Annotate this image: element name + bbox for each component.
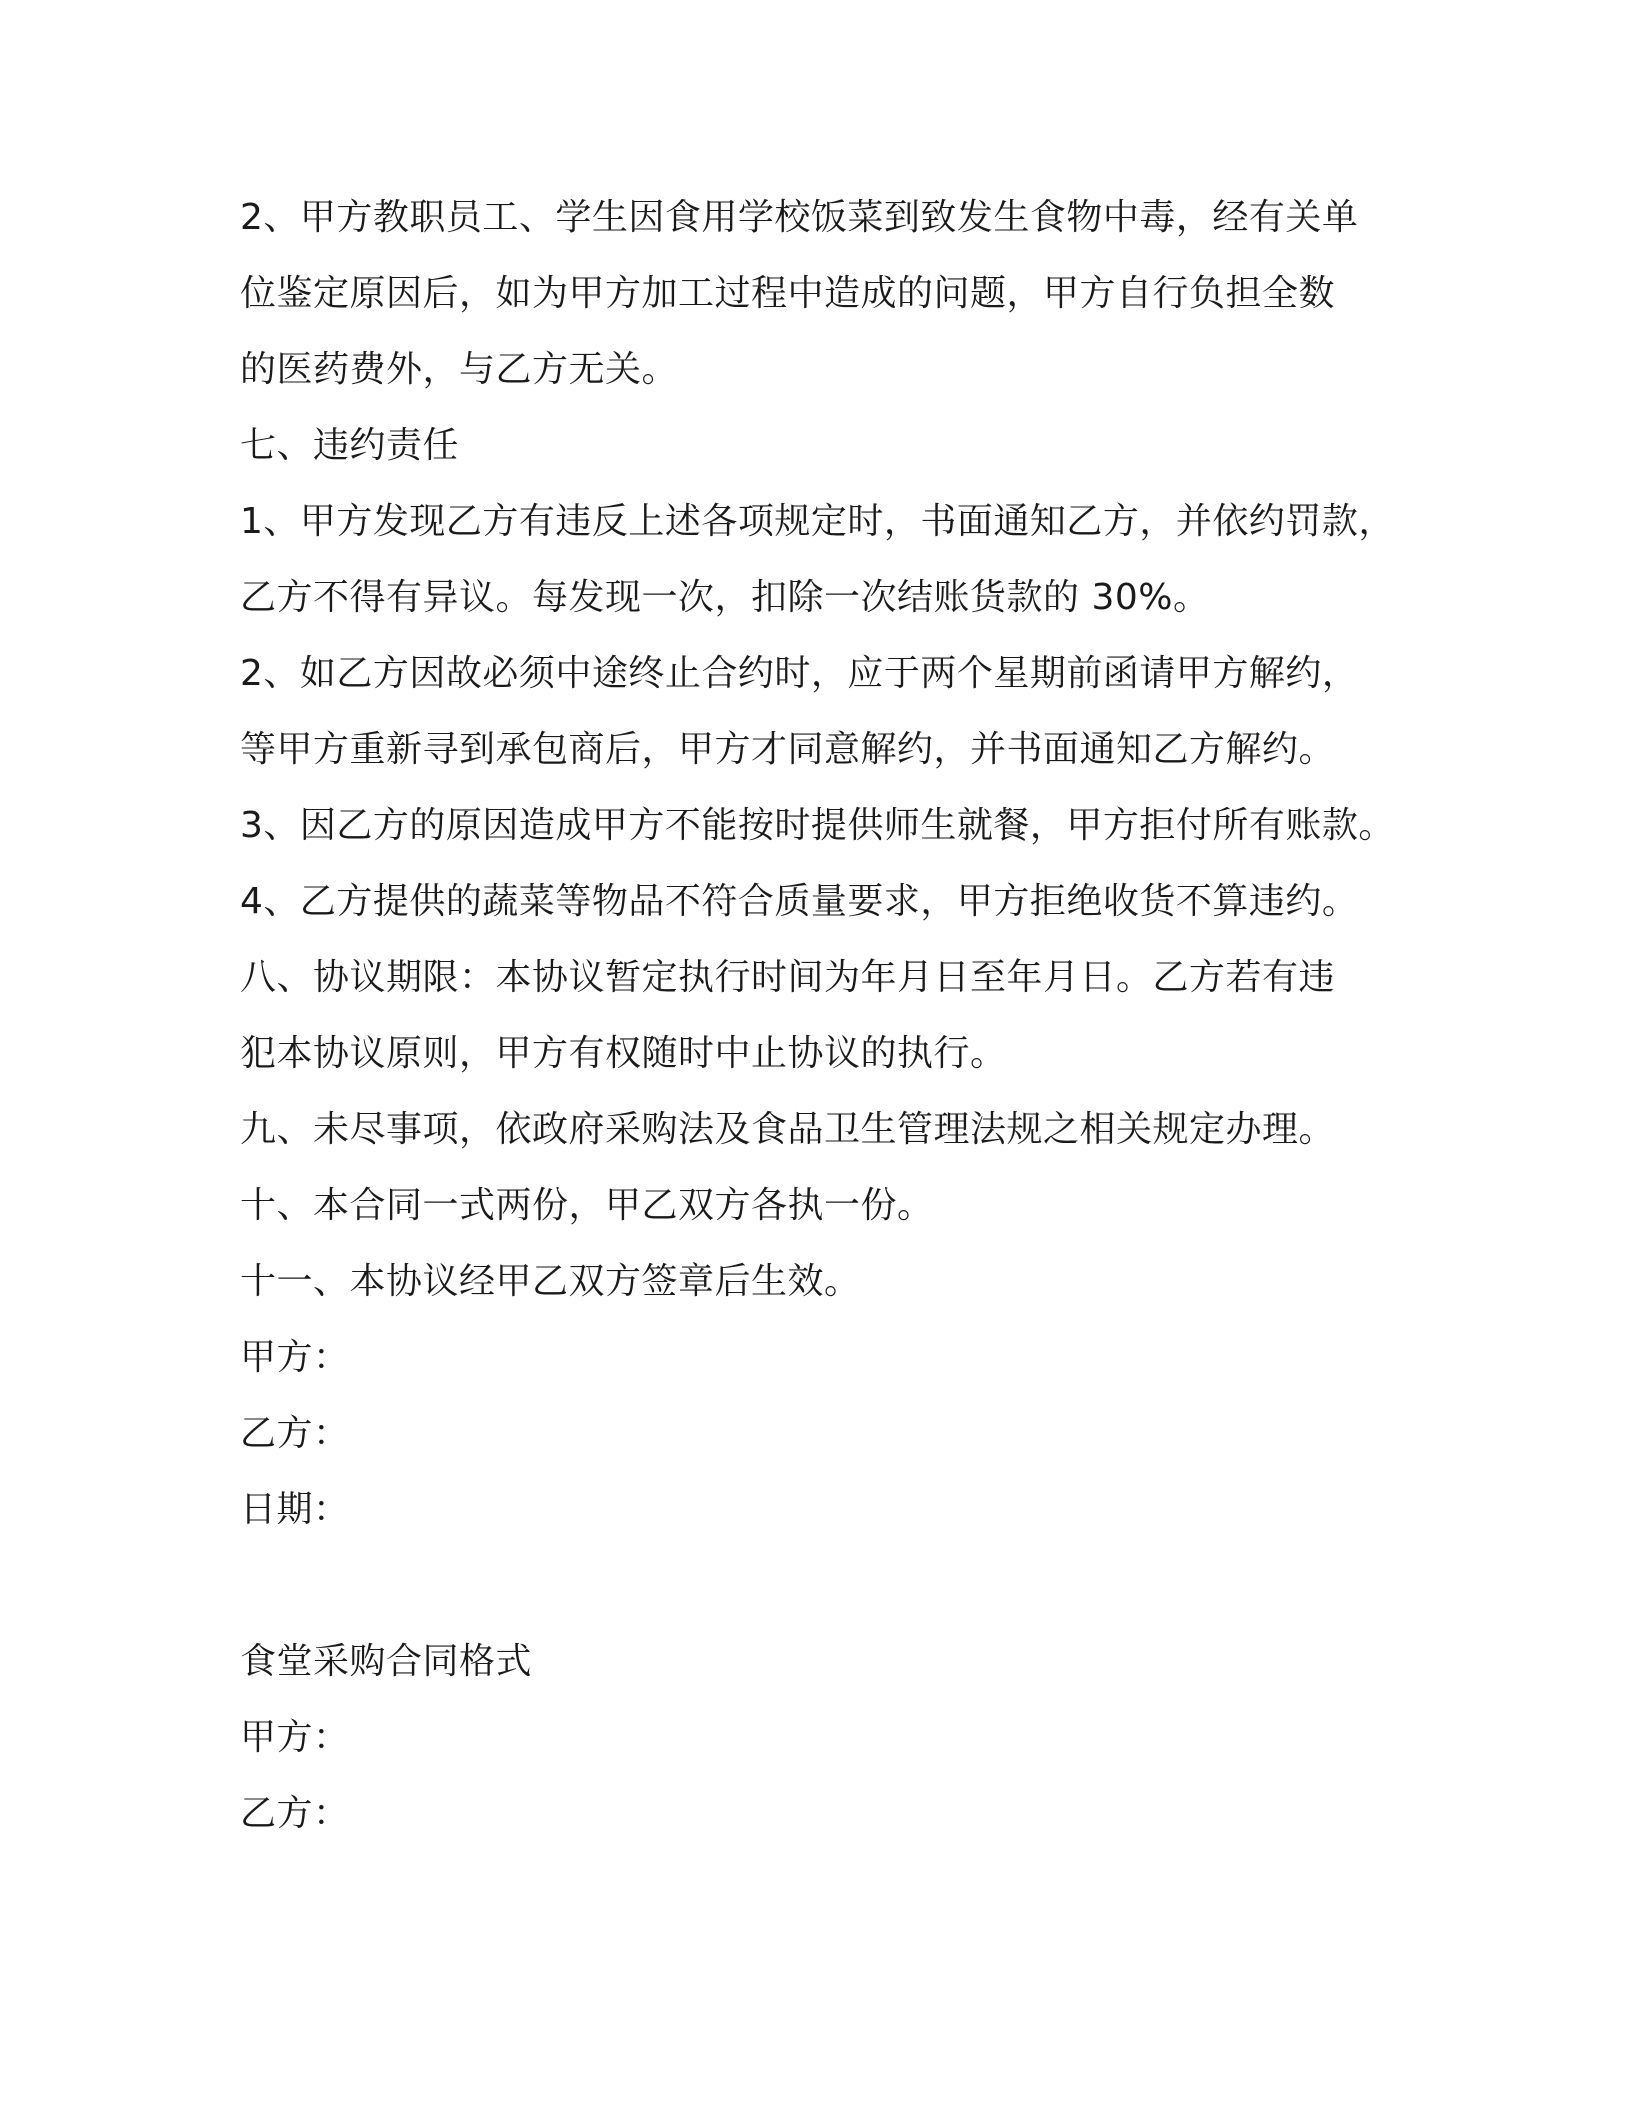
signature-party-a: 甲方： <box>240 1337 350 1378</box>
clause-7-2-line-2: 等甲方重新寻到承包商后，甲方才同意解约，并书面通知乙方解约。 <box>240 729 1336 770</box>
next-contract-title: 食堂采购合同格式 <box>240 1641 533 1682</box>
clause-11: 十一、本协议经甲乙双方签章后生效。 <box>240 1261 861 1302</box>
signature-party-b: 乙方： <box>240 1413 350 1454</box>
clause-7-1-line-2: 乙方不得有异议。每发现一次，扣除一次结账货款的 30%。 <box>240 577 1210 618</box>
clause-7-3: 3、因乙方的原因造成甲方不能按时提供师生就餐，甲方拒付所有账款。 <box>240 805 1395 846</box>
signature-date: 日期： <box>240 1489 350 1530</box>
clause-6-2-line-3: 的医药费外，与乙方无关。 <box>240 349 679 390</box>
clause-7-2-line-1: 2、如乙方因故必须中途终止合约时，应于两个星期前函请甲方解约， <box>240 653 1359 694</box>
clause-7-1-line-1: 1、甲方发现乙方有违反上述各项规定时，书面通知乙方，并依约罚款， <box>240 501 1395 542</box>
clause-9: 九、未尽事项，依政府采购法及食品卫生管理法规之相关规定办理。 <box>240 1109 1336 1150</box>
clause-10: 十、本合同一式两份，甲乙双方各执一份。 <box>240 1185 934 1226</box>
section-heading-breach-liability: 七、违约责任 <box>240 425 460 466</box>
clause-8-line-2: 犯本协议原则，甲方有权随时中止协议的执行。 <box>240 1033 1007 1074</box>
clause-6-2-line-1: 2、甲方教职员工、学生因食用学校饭菜到致发生食物中毒，经有关单 <box>240 197 1359 238</box>
next-contract-party-b: 乙方： <box>240 1793 350 1834</box>
clause-8-line-1: 八、协议期限：本协议暂定执行时间为年月日至年月日。乙方若有违 <box>240 957 1336 998</box>
clause-6-2-line-2: 位鉴定原因后，如为甲方加工过程中造成的问题，甲方自行负担全数 <box>240 273 1336 314</box>
clause-7-4: 4、乙方提供的蔬菜等物品不符合质量要求，甲方拒绝收货不算违约。 <box>240 881 1359 922</box>
next-contract-party-a: 甲方： <box>240 1717 350 1758</box>
